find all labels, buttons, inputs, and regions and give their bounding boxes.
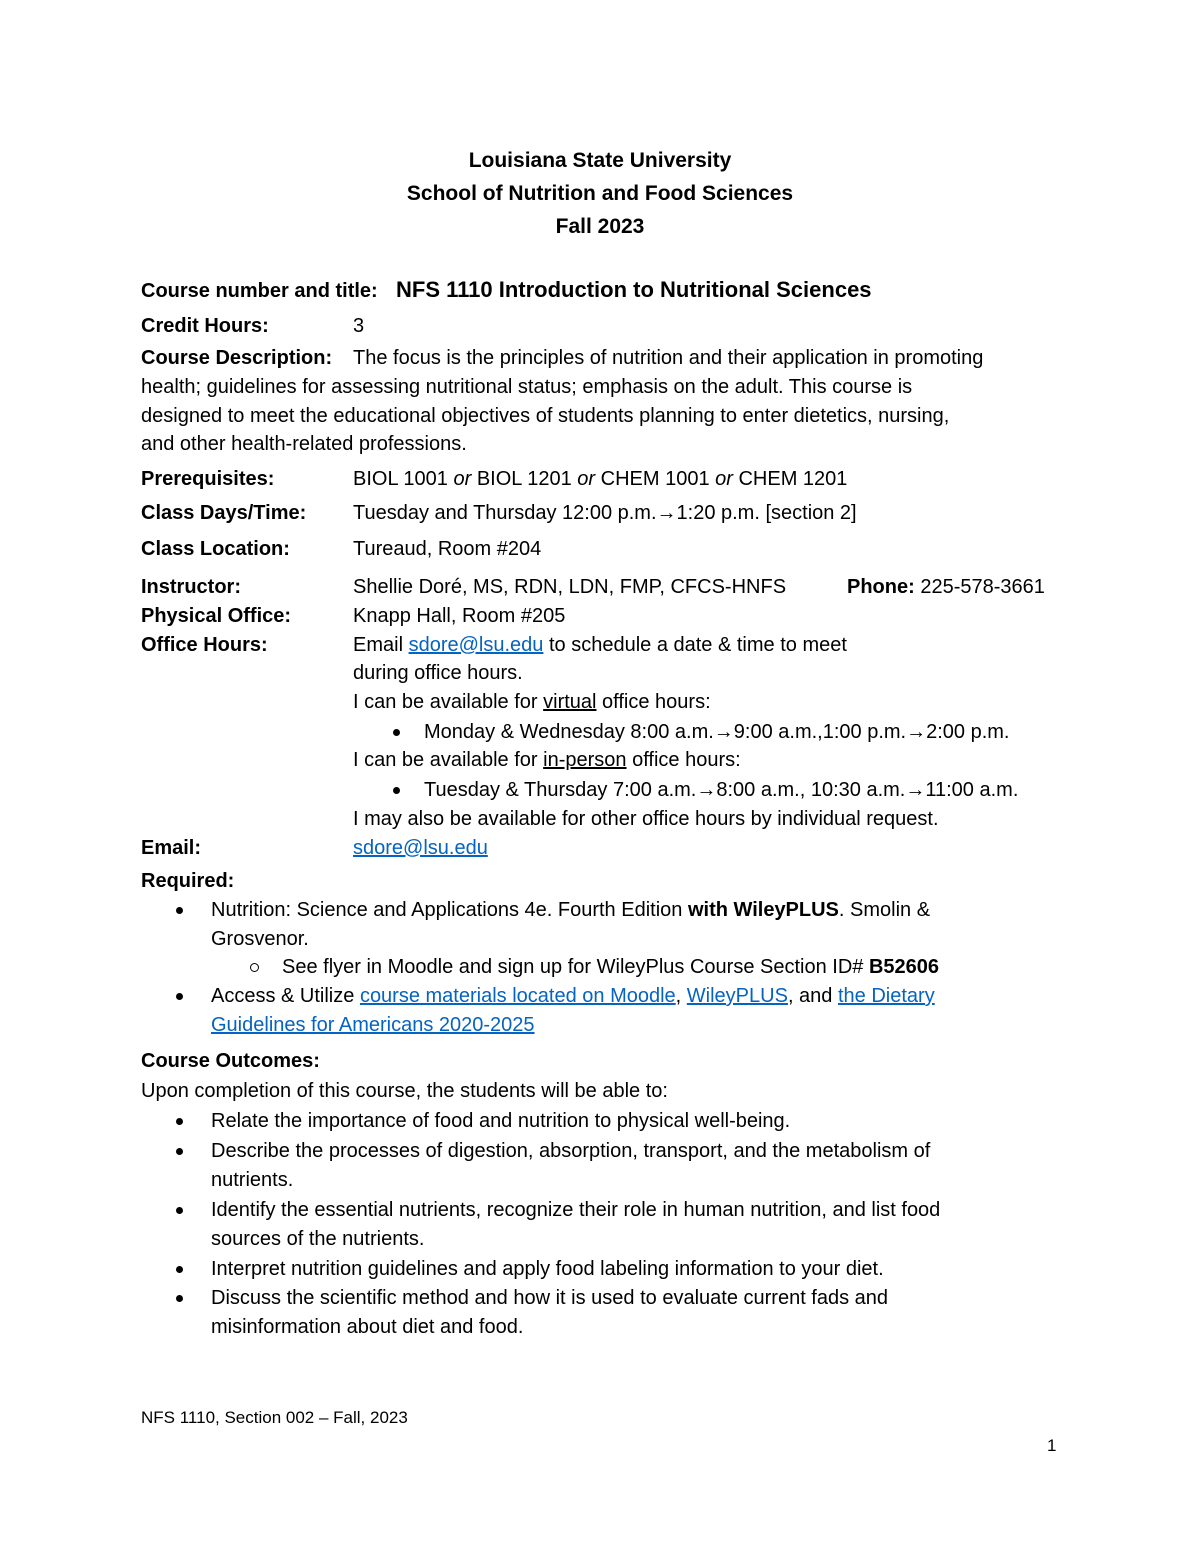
moodle-link[interactable]: course materials located on Moodle (359, 985, 676, 1007)
and-text: , and (787, 985, 833, 1007)
school-name: School of Nutrition and Food Sciences (406, 182, 794, 205)
other-hours-note: I may also be available for other office hours by individual request. (353, 808, 939, 830)
office-hours-line-1 (353, 631, 847, 660)
outcome-item: Identify the essential nutrients, recognize their role in human nutrition, and list food (211, 1199, 941, 1221)
phone-value: 225-578-3661 (920, 576, 1045, 598)
prereq-course: CHEM 1201 (738, 468, 848, 490)
course-title-label: Course number and title: (141, 280, 378, 302)
inperson-suffix: office hours: (632, 749, 741, 771)
email-value (353, 834, 488, 863)
inperson-hours-heading (353, 746, 741, 775)
bullet-icon (176, 1295, 183, 1302)
credit-hours-value: 3 (353, 315, 365, 337)
description-line-4: and other health-related professions. (141, 433, 467, 455)
term: Fall 2023 (555, 215, 645, 238)
access-line-1 (211, 982, 935, 1011)
bullet-icon (393, 729, 400, 736)
comma: , (675, 985, 682, 1007)
instructor-label: Instructor: (141, 576, 241, 598)
outcomes-intro: Upon completion of this course, the students will be able to: (141, 1080, 668, 1102)
credit-hours-label: Credit Hours: (141, 315, 269, 337)
access-prefix: Access & Utilize (211, 985, 355, 1007)
outcome-item-cont: misinformation about diet and food. (211, 1316, 524, 1338)
required-label: Required: (141, 870, 235, 892)
bullet-icon (176, 907, 183, 914)
page-number: 1 (1047, 1436, 1057, 1455)
outcome-item-cont: nutrients. (211, 1169, 294, 1191)
circle-bullet-icon (250, 963, 259, 972)
bullet-icon (176, 1207, 183, 1214)
prereq-or: or (453, 468, 472, 490)
outcome-item-cont: sources of the nutrients. (211, 1228, 425, 1250)
footer-text: NFS 1110, Section 002 – Fall, 2023 (141, 1408, 408, 1427)
section-id: B52606 (868, 956, 940, 978)
class-days-label: Class Days/Time: (141, 502, 307, 524)
class-days-value: Tuesday and Thursday 12:00 p.m.→1:20 p.m. [section 2] (353, 502, 857, 524)
inperson-word: in-person (543, 749, 627, 771)
book-title: Nutrition: Science and Applications 4e. Fourth Edition (211, 899, 683, 921)
instructor-value: Shellie Doré, MS, RDN, LDN, FMP, CFCS-HNFS (353, 576, 787, 598)
bullet-icon (176, 993, 183, 1000)
virtual-hours-times: Monday & Wednesday 8:00 a.m.→9:00 a.m.,1:00 p.m.→2:00 p.m. (424, 721, 1010, 743)
university-name: Louisiana State University (468, 149, 732, 172)
prereq-or: or (577, 468, 596, 490)
class-location-label: Class Location: (141, 538, 290, 560)
bullet-icon (176, 1148, 183, 1155)
office-hours-email-link[interactable]: sdore@lsu.edu (408, 634, 544, 656)
prerequisites-value (353, 465, 847, 494)
bullet-icon (176, 1266, 183, 1273)
required-book-line-1 (211, 896, 930, 925)
required-book-line-2: Grosvenor. (211, 928, 309, 950)
description-label: Course Description: (141, 347, 333, 369)
prereq-course: BIOL 1001 (353, 468, 448, 490)
outcome-item: Interpret nutrition guidelines and apply food labeling information to your diet. (211, 1258, 884, 1280)
prerequisites-label: Prerequisites: (141, 468, 275, 490)
physical-office-label: Physical Office: (141, 605, 292, 627)
inperson-hours-times: Tuesday & Thursday 7:00 a.m.→8:00 a.m., 10:30 a.m.→11:00 a.m. (424, 779, 1019, 801)
email-label: Email: (141, 837, 202, 859)
outcomes-label: Course Outcomes: (141, 1050, 320, 1072)
prereq-course: BIOL 1201 (476, 468, 572, 490)
book-with-wileyplus: with WileyPLUS (687, 899, 839, 921)
office-hours-line-2: during office hours. (353, 662, 523, 684)
virtual-prefix: I can be available for (353, 691, 538, 713)
description-line-1: The focus is the principles of nutrition and their application in promoting (353, 347, 984, 369)
class-location-value: Tureaud, Room #204 (353, 538, 542, 560)
description-line-3: designed to meet the educational objectives of students planning to enter dietetics, nursing, (141, 405, 950, 427)
dietary-guidelines-link[interactable]: the Dietary (837, 985, 935, 1007)
outcome-item: Discuss the scientific method and how it is used to evaluate current fads and (211, 1287, 889, 1309)
course-title-value: NFS 1110 Introduction to Nutritional Sciences (396, 277, 872, 302)
office-hours-email-suffix: to schedule a date & time to meet (548, 634, 847, 656)
bullet-icon (176, 1118, 183, 1125)
virtual-hours-heading (353, 688, 711, 717)
description-line-2: health; guidelines for assessing nutritional status; emphasis on the adult. This course is (141, 376, 913, 398)
flyer-text: See flyer in Moodle and sign up for WileyPlus Course Section ID# (282, 956, 864, 978)
dietary-guidelines-link-cont[interactable]: Guidelines for Americans 2020-2025 (211, 1014, 535, 1036)
virtual-suffix: office hours: (602, 691, 711, 713)
physical-office-value: Knapp Hall, Room #205 (353, 605, 566, 627)
email-link[interactable]: sdore@lsu.edu (353, 837, 488, 859)
office-hours-label: Office Hours: (141, 634, 268, 656)
inperson-prefix: I can be available for (353, 749, 538, 771)
wileyplus-link[interactable]: WileyPLUS (686, 985, 788, 1007)
flyer-note (282, 953, 939, 982)
phone-label: Phone: (847, 576, 915, 598)
prereq-course: CHEM 1001 (600, 468, 710, 490)
virtual-word: virtual (543, 691, 597, 713)
outcome-item: Relate the importance of food and nutrition to physical well-being. (211, 1110, 791, 1132)
outcome-item: Describe the processes of digestion, absorption, transport, and the metabolism of (211, 1140, 931, 1162)
book-authors: . Smolin & (838, 899, 931, 921)
office-hours-email-prefix: Email (353, 634, 404, 656)
phone-info (847, 573, 1045, 602)
prereq-or: or (715, 468, 733, 490)
bullet-icon (393, 787, 400, 794)
access-line-2 (211, 1011, 535, 1040)
